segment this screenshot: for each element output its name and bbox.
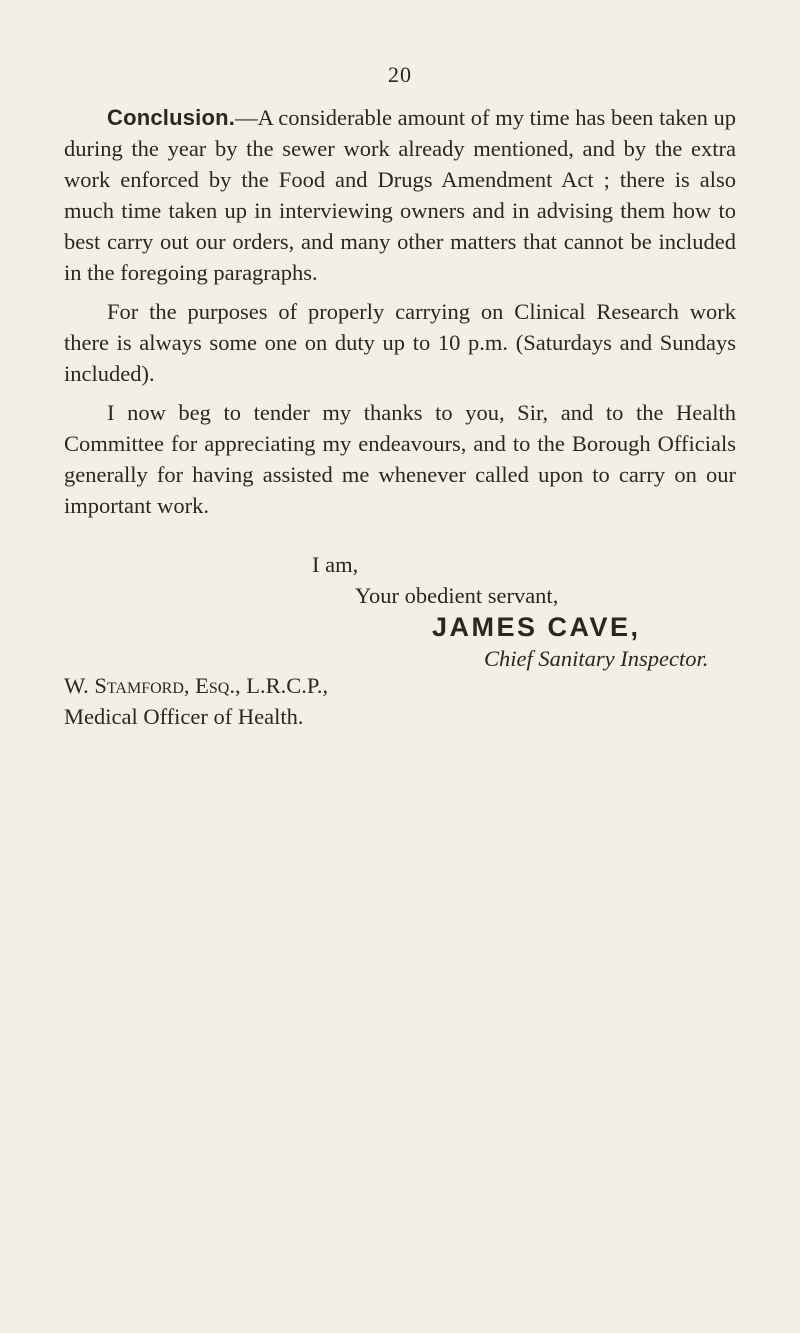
signatory-title: Chief Sanitary Inspector.	[484, 646, 709, 671]
addressee-name: W. Stamford, Esq., L.R.C.P.,	[64, 673, 329, 698]
addressee-office: Medical Officer of Health.	[64, 704, 304, 729]
closing-i-am: I am,	[312, 552, 359, 577]
conclusion-heading: Conclusion.	[107, 105, 236, 130]
signatory-name: JAMES CAVE,	[432, 612, 641, 642]
thanks-paragraph: I now beg to tender my thanks to you, Sir, and to the Health Committee for appreciating my endeavours, and to the Borough Officials generally for having assisted me whenever called upon to carry on our important work.	[64, 400, 736, 518]
page-number: 20	[388, 62, 412, 87]
letter-body	[64, 102, 736, 529]
closing-servant: Your obedient servant,	[355, 583, 559, 608]
research-paragraph: For the purposes of properly carrying on Clinical Research work there is always some one on duty up to 10 p.m. (Saturdays and Sundays included).	[64, 299, 736, 386]
conclusion-paragraph	[64, 102, 736, 288]
conclusion-text: —A considerable amount of my time has been taken up during the year by the sewer work already mentioned, and by the extra work enforced by the Food and Drugs Amendment Act ; there is also much time taken up in interviewing owners and in advising them how to best carry out our orders, and many other matters that cannot be included in the foregoing paragraphs.	[64, 105, 736, 285]
